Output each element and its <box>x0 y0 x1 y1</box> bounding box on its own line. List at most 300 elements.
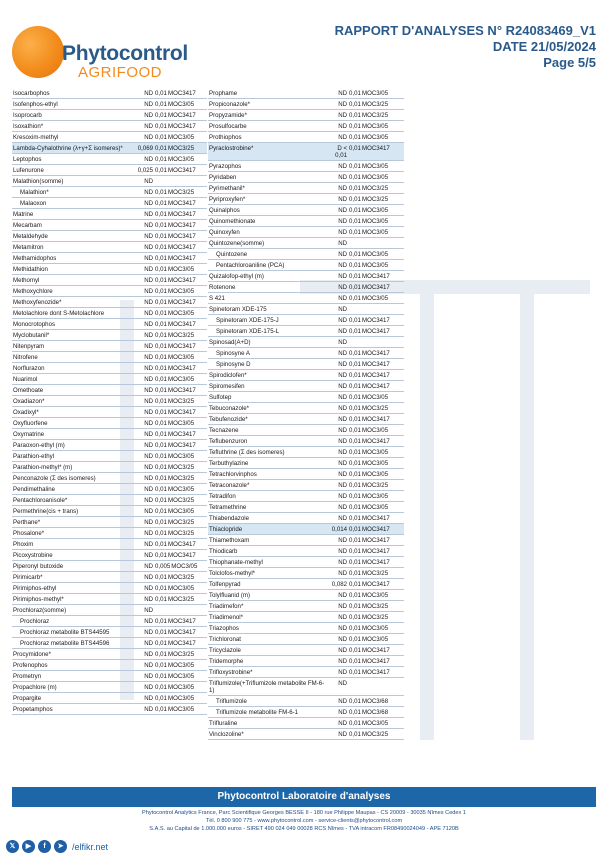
result-value: ND <box>144 111 153 119</box>
result-value: ND <box>338 547 347 555</box>
table-row <box>12 220 207 231</box>
loq-value: 0,01 <box>155 122 167 130</box>
table-row <box>208 161 404 172</box>
method-code: MOC3/25 <box>362 111 389 119</box>
method-code: MOC3417 <box>362 657 390 665</box>
method-code: MOC3/25 <box>168 573 195 581</box>
result-value: ND <box>338 730 347 738</box>
table-row <box>208 315 404 326</box>
loq-value: 0,01 <box>349 250 361 258</box>
result-value: ND <box>338 719 347 727</box>
result-value: ND <box>338 404 347 412</box>
method-code: MOC3/25 <box>168 650 195 658</box>
loq-value: 0,01 <box>155 232 167 240</box>
loq-value: 0,01 <box>155 617 167 625</box>
analyte-name: Tolfenpyrad <box>209 580 241 588</box>
loq-value: 0,01 <box>155 342 167 350</box>
table-row <box>12 550 207 561</box>
table-row <box>208 88 404 99</box>
watermark-bar <box>520 280 534 740</box>
analyte-name: Oxadiazon* <box>13 397 45 405</box>
method-code: MOC3/05 <box>168 672 195 680</box>
table-row <box>12 231 207 242</box>
result-value: ND <box>338 558 347 566</box>
table-row <box>208 348 404 359</box>
result-value: ND <box>144 650 153 658</box>
method-code: MOC3417 <box>168 254 196 262</box>
result-value: ND <box>144 529 153 537</box>
report-title: RAPPORT D'ANALYSES N° R24083469_V1 <box>334 23 596 38</box>
results-table-left <box>12 88 207 715</box>
loq-value: 0,01 <box>155 331 167 339</box>
result-value: ND <box>144 188 153 196</box>
page-number: Page 5/5 <box>543 55 596 70</box>
method-code: MOC3/05 <box>362 162 389 170</box>
analyte-name: Parathion-ethyl <box>13 452 54 460</box>
loq-value: 0,01 <box>155 309 167 317</box>
loq-value: 0,01 <box>155 584 167 592</box>
result-value: ND <box>338 470 347 478</box>
analyte-name: Pyrazophos <box>209 162 242 170</box>
analyte-name: Methoxychlore <box>13 287 53 295</box>
loq-value: 0,01 <box>349 459 361 467</box>
loq-value: 0,01 <box>155 573 167 581</box>
analyte-name: Terbuthylazine <box>209 459 249 467</box>
method-code: MOC3417 <box>362 327 390 335</box>
result-value: ND <box>144 133 153 141</box>
table-row <box>208 447 404 458</box>
method-code: MOC3417 <box>362 144 390 152</box>
loq-value: 0,01 <box>155 298 167 306</box>
loq-value <box>348 337 361 340</box>
table-row <box>12 561 207 572</box>
table-row <box>208 304 404 315</box>
result-value: ND <box>338 239 347 247</box>
result-value: ND <box>338 514 347 522</box>
table-row <box>208 392 404 403</box>
result-value: ND <box>338 283 347 291</box>
table-row <box>12 110 207 121</box>
table-row <box>12 484 207 495</box>
analyte-name: Spinosad(A+D) <box>209 338 251 346</box>
loq-value: 0,01 <box>349 580 361 588</box>
analyte-name: Tebufenozide* <box>209 415 248 423</box>
analyte-name: Prophame <box>209 89 238 97</box>
loq-value: 0,01 <box>155 287 167 295</box>
table-row <box>12 682 207 693</box>
loq-value: 0,01 <box>349 492 361 500</box>
table-row <box>12 209 207 220</box>
analyte-name: Triflumizole <box>216 697 247 705</box>
method-code: MOC3417 <box>168 540 196 548</box>
loq-value: 0,01 <box>349 426 361 434</box>
analyte-name: Perthane* <box>13 518 41 526</box>
result-value: ND <box>144 639 153 647</box>
loq-value: 0,01 <box>349 217 361 225</box>
footer-title: Phytocontrol Laboratoire d'analyses <box>12 787 596 807</box>
table-row <box>208 568 404 579</box>
loq-value: 0,01 <box>155 474 167 482</box>
loq-value: 0,01 <box>349 111 361 119</box>
loq-value: 0,01 <box>155 386 167 394</box>
result-value: ND <box>144 309 153 317</box>
result-value: ND <box>144 408 153 416</box>
analyte-name: Metolachlore dont S-Metolachlore <box>13 309 105 317</box>
loq-value: 0,01 <box>349 503 361 511</box>
analyte-name: Phoxim <box>13 540 34 548</box>
method-code: MOC3/05 <box>362 173 389 181</box>
table-row <box>208 227 404 238</box>
report-date: DATE 21/05/2024 <box>492 39 596 54</box>
loq-value: 0,01 <box>349 316 361 324</box>
loq-value: 0,01 <box>155 507 167 515</box>
facebook-icon[interactable]: f <box>38 840 51 853</box>
result-value: ND <box>338 679 347 687</box>
table-row <box>12 704 207 715</box>
loq-value: 0,01 <box>155 89 167 97</box>
loq-value: 0,01 <box>349 89 361 97</box>
result-value: ND <box>338 624 347 632</box>
analyte-name: Quinomethionate <box>209 217 256 225</box>
analyte-name: Tricyclazole <box>209 646 241 654</box>
loq-value: 0,01 <box>155 155 167 163</box>
method-code: MOC3/25 <box>362 100 389 108</box>
result-value: ND <box>338 111 347 119</box>
loq-value: 0,01 <box>349 261 361 269</box>
method-code: MOC3/05 <box>168 661 195 669</box>
method-code: MOC3/05 <box>168 485 195 493</box>
loq-value: 0,01 <box>349 602 361 610</box>
method-code: MOC3417 <box>168 320 196 328</box>
method-code: MOC3/05 <box>168 133 195 141</box>
analyte-name: Thiodicarb <box>209 547 238 555</box>
result-value: ND <box>144 254 153 262</box>
method-code: MOC3417 <box>168 364 196 372</box>
result-value: ND <box>144 397 153 405</box>
analyte-name: Thiophanate-methyl <box>209 558 263 566</box>
result-value: ND <box>144 298 153 306</box>
result-value: 0,082 <box>331 580 347 588</box>
analyte-name: Pentachloroanisole* <box>13 496 68 504</box>
loq-value: 0,01 <box>155 518 167 526</box>
method-code: MOC3/05 <box>168 287 195 295</box>
table-row <box>208 524 404 535</box>
method-code: MOC3/25 <box>362 404 389 412</box>
result-value: ND <box>338 569 347 577</box>
method-code: MOC3/05 <box>168 507 195 515</box>
result-value: ND <box>144 419 153 427</box>
table-row <box>12 121 207 132</box>
footer-address <box>12 809 596 833</box>
analyte-name: Prochloraz metabolite BTS44596 <box>20 639 110 647</box>
table-row <box>208 282 404 293</box>
footer-line: Phytocontrol Analytics France, Parc Scientifique Georges BESSE II - 180 rue Philippe Maupas - CS 20009 - 30035 Nîmes Cedex 1 <box>142 810 466 816</box>
loq-value: 0,01 <box>349 122 361 130</box>
result-value: ND <box>144 155 153 163</box>
result-value: ND <box>144 100 153 108</box>
table-row <box>208 579 404 590</box>
watermark-bar <box>420 280 434 740</box>
analyte-name: Pirimiphos-ethyl <box>13 584 57 592</box>
loq-value: 0,01 <box>155 529 167 537</box>
loq-value: 0,01 <box>155 210 167 218</box>
result-value: ND <box>144 683 153 691</box>
method-code: MOC3/25 <box>168 463 195 471</box>
table-row <box>208 656 404 667</box>
method-code: MOC3/25 <box>168 331 195 339</box>
loq-value: 0,01 <box>349 437 361 445</box>
table-row <box>208 546 404 557</box>
method-code <box>361 337 404 340</box>
analyte-name: Tolylfluanid (m) <box>209 591 250 599</box>
method-code <box>361 678 404 681</box>
table-row <box>12 429 207 440</box>
x-icon[interactable]: 𝕏 <box>6 840 19 853</box>
analyte-name: Thiabendazole <box>209 514 249 522</box>
table-row <box>12 308 207 319</box>
result-value: ND <box>338 371 347 379</box>
loq-value: 0,01 <box>349 668 361 676</box>
loq-value: 0,01 <box>155 661 167 669</box>
table-row <box>208 678 404 696</box>
analyte-name: Propachlore (m) <box>13 683 57 691</box>
loq-value: 0,01 <box>155 496 167 504</box>
result-value: ND <box>144 199 153 207</box>
table-row <box>12 319 207 330</box>
footer-line: Tél. 0 800 900 775 - www.phytocontrol.com - service-clients@phytocontrol.com <box>205 818 403 824</box>
table-row <box>12 605 207 616</box>
loq-value: 0,01 <box>349 144 361 152</box>
result-value: ND <box>338 349 347 357</box>
loq-value: 0,01 <box>155 694 167 702</box>
analyte-name: Malathion* <box>20 188 49 196</box>
loq-value: 0,01 <box>155 397 167 405</box>
method-code: MOC3417 <box>362 525 390 533</box>
table-row <box>12 165 207 176</box>
table-row <box>208 143 404 161</box>
table-row <box>208 99 404 110</box>
table-row <box>208 337 404 348</box>
analyte-name: Permethrine(cis + trans) <box>13 507 79 515</box>
table-row <box>12 385 207 396</box>
analyte-name: Pyriproxyfen* <box>209 195 246 203</box>
method-code: MOC3417 <box>168 111 196 119</box>
analyte-name: Vinclozoline* <box>209 730 244 738</box>
analyte-name: Propyzamide* <box>209 111 247 119</box>
table-row <box>12 286 207 297</box>
method-code: MOC3417 <box>362 580 390 588</box>
table-row <box>208 535 404 546</box>
method-code: MOC3417 <box>168 430 196 438</box>
loq-value: 0,01 <box>155 375 167 383</box>
table-row <box>208 172 404 183</box>
table-row <box>12 99 207 110</box>
method-code: MOC3417 <box>168 386 196 394</box>
method-code: MOC3/05 <box>362 89 389 97</box>
method-code: MOC3/05 <box>168 683 195 691</box>
result-value: ND <box>338 481 347 489</box>
analyte-name: Omethoate <box>13 386 44 394</box>
method-code: MOC3/05 <box>171 562 198 570</box>
method-code: MOC3417 <box>362 316 390 324</box>
result-value: ND <box>338 294 347 302</box>
loq-value: 0,01 <box>349 228 361 236</box>
table-row <box>12 583 207 594</box>
result-value: ND <box>144 463 153 471</box>
table-row <box>12 440 207 451</box>
loq-value: 0,01 <box>155 243 167 251</box>
loq-value: 0,01 <box>349 730 361 738</box>
loq-value: 0,01 <box>155 408 167 416</box>
analyte-name: Paraoxon-ethyl (m) <box>13 441 65 449</box>
loq-value: 0,01 <box>155 628 167 636</box>
loq-value: 0,01 <box>155 133 167 141</box>
table-row <box>12 88 207 99</box>
result-value: ND <box>144 287 153 295</box>
loq-value: 0,01 <box>349 657 361 665</box>
loq-value: 0,01 <box>155 111 167 119</box>
result-value: ND <box>338 133 347 141</box>
table-row <box>12 143 207 154</box>
table-row <box>208 249 404 260</box>
result-value: ND <box>144 562 153 570</box>
table-row <box>208 205 404 216</box>
table-row <box>12 374 207 385</box>
loq-value: 0,01 <box>155 595 167 603</box>
result-value: ND <box>338 382 347 390</box>
table-row <box>208 491 404 502</box>
loq-value: 0,01 <box>155 254 167 262</box>
result-value: ND <box>338 228 347 236</box>
method-code: MOC3/05 <box>362 122 389 130</box>
method-code: MOC3417 <box>362 536 390 544</box>
social-links <box>6 840 108 853</box>
table-row <box>208 381 404 392</box>
loq-value: 0,01 <box>155 485 167 493</box>
result-value: ND <box>338 327 347 335</box>
method-code: MOC3417 <box>168 441 196 449</box>
loq-value <box>154 176 167 179</box>
method-code: MOC3/05 <box>362 492 389 500</box>
table-row <box>208 623 404 634</box>
result-value: 0,025 <box>137 166 153 174</box>
analyte-name: Malathion(somme) <box>13 177 64 185</box>
table-row <box>12 462 207 473</box>
loq-value: 0,01 <box>349 294 361 302</box>
loq-value: 0,01 <box>349 481 361 489</box>
analyte-name: Pyrimethanil* <box>209 184 245 192</box>
result-value: ND <box>338 591 347 599</box>
social-handle[interactable]: /elfikr.net <box>72 841 109 852</box>
analyte-name: Kresoxim-methyl <box>13 133 59 141</box>
method-code <box>361 304 404 307</box>
table-row <box>12 671 207 682</box>
table-row <box>208 707 404 718</box>
table-row <box>12 242 207 253</box>
table-row <box>12 132 207 143</box>
method-code: MOC3/05 <box>362 459 389 467</box>
analyte-name: Tridemorphe <box>209 657 244 665</box>
method-code: MOC3417 <box>168 89 196 97</box>
result-value: ND <box>338 697 347 705</box>
analyte-name: Spiromesifen <box>209 382 245 390</box>
loq-value: 0,01 <box>155 650 167 658</box>
loq-value <box>348 304 361 307</box>
table-row <box>12 330 207 341</box>
result-value: ND <box>144 518 153 526</box>
result-value: ND <box>144 232 153 240</box>
loq-value: 0,01 <box>349 382 361 390</box>
analyte-name: Myclobutanil* <box>13 331 50 339</box>
method-code: MOC3/25 <box>362 481 389 489</box>
table-row <box>12 572 207 583</box>
analyte-name: Nuarimol <box>13 375 38 383</box>
table-row <box>12 539 207 550</box>
loq-value: 0,01 <box>155 364 167 372</box>
analyte-name: Pirimicarb* <box>13 573 43 581</box>
table-row <box>208 557 404 568</box>
table-row <box>208 513 404 524</box>
table-row <box>12 495 207 506</box>
table-row <box>208 121 404 132</box>
table-row <box>208 370 404 381</box>
analyte-name: Methamidophos <box>13 254 57 262</box>
loq-value <box>154 605 167 608</box>
loq-value: 0,01 <box>349 514 361 522</box>
analyte-name: Mecarbam <box>13 221 42 229</box>
analyte-name: Quinalphos <box>209 206 240 214</box>
result-value: ND <box>144 551 153 559</box>
method-code: MOC3/05 <box>362 206 389 214</box>
analyte-name: Prochloraz <box>20 617 50 625</box>
table-row <box>12 473 207 484</box>
result-value: ND <box>338 305 347 313</box>
youtube-icon[interactable]: ▶ <box>22 840 35 853</box>
method-code: MOC3/05 <box>168 452 195 460</box>
table-row <box>12 187 207 198</box>
analyte-name: Triflumizole metabolite FM-6-1 <box>216 708 299 716</box>
loq-value: 0,01 <box>349 173 361 181</box>
table-row <box>12 363 207 374</box>
telegram-icon[interactable]: ➤ <box>54 840 67 853</box>
loq-value: 0,01 <box>349 525 361 533</box>
method-code: MOC3417 <box>168 617 196 625</box>
analyte-name: Prochloraz metabolite BTS44595 <box>20 628 110 636</box>
method-code: MOC3/25 <box>168 397 195 405</box>
table-row <box>208 132 404 143</box>
method-code: MOC3/05 <box>362 624 389 632</box>
method-code: MOC3/25 <box>362 730 389 738</box>
result-value: ND <box>144 331 153 339</box>
result-value: ND <box>144 452 153 460</box>
method-code: MOC3417 <box>362 283 390 291</box>
analyte-name: Spinosyne A <box>216 349 250 357</box>
method-code: MOC3/05 <box>362 261 389 269</box>
loq-value: 0,01 <box>349 272 361 280</box>
method-code: MOC3417 <box>168 342 196 350</box>
result-value: ND <box>338 613 347 621</box>
result-value: ND <box>338 393 347 401</box>
footer-line: S.A.S. au Capital de 1.000.000 euros - SIRET 490 024 049 00028 RCS Nîmes - TVA intracom FR08490024049 - APE 7120B <box>149 826 459 832</box>
result-value: ND <box>144 441 153 449</box>
result-value: ND <box>338 668 347 676</box>
table-row <box>12 616 207 627</box>
method-code: MOC3/05 <box>168 353 195 361</box>
table-row <box>12 649 207 660</box>
loq-value: 0,01 <box>349 547 361 555</box>
loq-value: 0,01 <box>155 540 167 548</box>
analyte-name: Prochloraz(somme) <box>13 606 67 614</box>
